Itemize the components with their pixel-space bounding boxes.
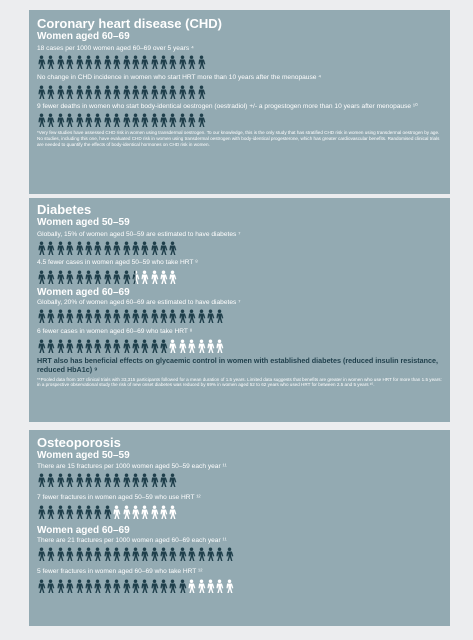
diabetes-glycaemic-control: HRT also has beneficial effects on glycaemic control in women with established diabetes (reduced insulin resistance, reduced HbA1c) ⁹: [37, 355, 439, 374]
person-icon: [140, 55, 149, 69]
osteo-figure-row-3: [37, 547, 442, 561]
person-icon: [56, 505, 65, 519]
person-icon: [56, 241, 65, 255]
person-icon: [150, 473, 159, 487]
person-icon: [65, 547, 74, 561]
chd-stat-fewer-deaths: 9 fewer deaths in women who start body-identical oestrogen (oestradiol) +/- a progestogen more than 10 years after menopause ¹⁰: [37, 102, 418, 110]
person-icon: [178, 85, 187, 99]
person-icon: [56, 270, 65, 284]
person-icon: [140, 505, 149, 519]
person-icon: [75, 113, 84, 127]
person-icon: [131, 55, 140, 69]
person-icon: [178, 579, 187, 593]
person-icon: [56, 85, 65, 99]
diabetes-stat-prevalence-50-59: Globally, 15% of women aged 50–59 are estimated to have diabetes ⁷: [37, 231, 241, 238]
person-icon: [112, 241, 121, 255]
person-icon: [112, 270, 121, 284]
person-icon: [150, 309, 159, 323]
person-icon: [122, 505, 131, 519]
osteo-stat-fewer-50-59: 7 fewer fractures in women aged 50–59 who use HRT ¹²: [37, 494, 201, 502]
person-icon: [75, 85, 84, 99]
person-icon: [103, 55, 112, 69]
person-icon: [46, 85, 55, 99]
person-icon: [140, 547, 149, 561]
person-icon: [178, 309, 187, 323]
osteo-title: Osteoporosis: [37, 435, 121, 450]
osteo-stat-fewer-60-69: 5 fewer fractures in women aged 60–69 who take HRT ¹²: [37, 568, 203, 576]
person-icon: [206, 339, 215, 353]
person-icon: [112, 113, 121, 127]
osteo-subtitle-60-69: Women aged 60–69: [37, 524, 130, 536]
person-icon: [215, 309, 224, 323]
person-icon: [93, 113, 102, 127]
person-icon: [75, 547, 84, 561]
diabetes-stat-prevalence-60-69: Globally, 20% of women aged 60–69 are estimated to have diabetes ⁷: [37, 298, 241, 306]
person-icon: [197, 309, 206, 323]
person-icon: [93, 505, 102, 519]
osteo-figure-row-4: [37, 579, 442, 593]
person-icon: [56, 55, 65, 69]
person-icon: [206, 579, 215, 593]
person-icon: [84, 113, 93, 127]
person-icon: [122, 473, 131, 487]
person-icon: [37, 547, 46, 561]
person-icon: [65, 473, 74, 487]
person-icon: [122, 55, 131, 69]
person-icon: [65, 339, 74, 353]
person-icon: [150, 579, 159, 593]
person-icon: [103, 547, 112, 561]
person-icon: [122, 270, 131, 284]
person-icon: [103, 339, 112, 353]
person-icon: [84, 505, 93, 519]
person-icon: [37, 85, 46, 99]
person-icon: [103, 270, 112, 284]
person-icon: [37, 473, 46, 487]
person-icon: [84, 309, 93, 323]
person-icon: [46, 241, 55, 255]
person-icon: [65, 579, 74, 593]
person-icon: [159, 473, 168, 487]
person-icon: [65, 55, 74, 69]
person-icon: [103, 309, 112, 323]
osteo-stat-fractures-60-69: There are 21 fractures per 1000 women aged 60–69 each year ¹¹: [37, 536, 227, 544]
person-icon: [56, 579, 65, 593]
person-icon: [84, 339, 93, 353]
person-icon: [215, 339, 224, 353]
person-icon: [197, 547, 206, 561]
person-icon: [112, 547, 121, 561]
person-icon: [150, 270, 159, 284]
person-icon: [37, 339, 46, 353]
chd-panel: [29, 10, 450, 194]
person-icon: [103, 85, 112, 99]
person-icon: [46, 339, 55, 353]
person-icon: [159, 85, 168, 99]
person-icon: [37, 241, 46, 255]
person-icon: [197, 85, 206, 99]
person-icon: [168, 579, 177, 593]
person-icon: [140, 339, 149, 353]
person-icon: [46, 270, 55, 284]
person-icon: [65, 85, 74, 99]
person-icon: [215, 579, 224, 593]
person-icon: [65, 505, 74, 519]
person-icon: [93, 309, 102, 323]
person-icon: [178, 55, 187, 69]
person-icon: [159, 241, 168, 255]
chd-footnote: *Very few studies have assessed CHD risk in women using transdermal oestrogen. To our knowledge, this is the only study that has stratified CHD risk in women using transdermal oestrogen by age. No studies, including this one, have evaluated CHD risk in women using transdermal oestrogen with body-identical progesterone, which has greater cardiovascular benefits. Randomised clinical trials are needed to quantify the effects of body-identical hormones on CHD risk in women.: [37, 130, 440, 147]
person-icon: [159, 309, 168, 323]
person-icon: [75, 241, 84, 255]
person-icon: [122, 339, 131, 353]
person-icon: [131, 270, 140, 284]
person-icon: [197, 55, 206, 69]
person-icon: [112, 505, 121, 519]
person-icon: [159, 579, 168, 593]
person-icon: [159, 270, 168, 284]
person-icon: [84, 270, 93, 284]
person-icon: [37, 270, 46, 284]
person-icon: [197, 579, 206, 593]
person-icon: [131, 85, 140, 99]
person-icon: [187, 85, 196, 99]
person-icon: [159, 113, 168, 127]
person-icon: [84, 473, 93, 487]
person-icon: [168, 113, 177, 127]
person-icon: [93, 85, 102, 99]
person-icon: [140, 473, 149, 487]
person-icon: [140, 309, 149, 323]
person-icon: [168, 505, 177, 519]
person-icon: [75, 55, 84, 69]
person-icon: [46, 505, 55, 519]
person-icon: [187, 113, 196, 127]
person-icon: [75, 270, 84, 284]
person-icon: [168, 339, 177, 353]
person-icon: [168, 55, 177, 69]
person-icon: [150, 241, 159, 255]
person-icon: [56, 113, 65, 127]
person-icon: [197, 339, 206, 353]
person-icon: [168, 473, 177, 487]
person-icon: [197, 113, 206, 127]
diabetes-title: Diabetes: [37, 202, 92, 217]
person-icon: [122, 113, 131, 127]
diabetes-figure-row-2: [37, 270, 442, 284]
person-icon: [150, 339, 159, 353]
person-icon: [140, 113, 149, 127]
person-icon: [140, 270, 149, 284]
person-icon: [187, 547, 196, 561]
person-icon: [65, 241, 74, 255]
person-icon: [75, 579, 84, 593]
osteo-stat-fractures-50-59: There are 15 fractures per 1000 women aged 50–59 each year ¹¹: [37, 463, 227, 470]
person-icon: [37, 113, 46, 127]
person-icon: [122, 309, 131, 323]
person-icon: [75, 505, 84, 519]
diabetes-figure-row-3: [37, 309, 442, 323]
diabetes-panel: [29, 198, 450, 422]
person-icon: [187, 309, 196, 323]
person-icon: [93, 270, 102, 284]
person-icon: [122, 547, 131, 561]
chd-figure-row-1: [37, 55, 442, 69]
person-icon: [122, 85, 131, 99]
person-icon: [168, 309, 177, 323]
person-icon: [93, 241, 102, 255]
person-icon: [150, 505, 159, 519]
person-icon: [131, 505, 140, 519]
person-icon: [65, 309, 74, 323]
person-icon: [56, 473, 65, 487]
person-icon: [112, 473, 121, 487]
diabetes-footnote: **Pooled data from 107 clinical trials with 33,315 participants followed for a mean duration of 1.5 years. Limited data suggests that benefits are greater in women who use HRT for more than 1.5 years: in a prospective observational study the risk of new onset diabetes was reduced by 69% in women aged 52 to 62 years who used HRT for between 2.5 and 5 years ¹⁰.: [37, 376, 442, 388]
person-icon: [75, 309, 84, 323]
chd-subtitle: Women aged 60–69: [37, 31, 130, 42]
person-icon: [46, 113, 55, 127]
person-icon: [225, 579, 234, 593]
diabetes-stat-fewer-60-69: 6 fewer cases in women aged 60–69 who take HRT ⁸: [37, 328, 193, 336]
osteoporosis-panel: [29, 430, 450, 626]
person-icon: [112, 339, 121, 353]
person-icon: [46, 579, 55, 593]
person-icon: [46, 547, 55, 561]
person-icon: [122, 579, 131, 593]
person-icon: [103, 473, 112, 487]
person-icon: [187, 339, 196, 353]
person-icon: [159, 55, 168, 69]
person-icon: [150, 113, 159, 127]
person-icon: [103, 505, 112, 519]
person-icon: [37, 505, 46, 519]
person-icon: [206, 547, 215, 561]
chd-figure-row-3: [37, 113, 442, 127]
person-icon: [112, 85, 121, 99]
person-icon: [56, 547, 65, 561]
diabetes-figure-row-4: [37, 339, 442, 353]
osteo-subtitle-50-59: Women aged 50–59: [37, 450, 130, 461]
person-icon: [150, 55, 159, 69]
person-icon: [65, 270, 74, 284]
diabetes-figure-row-1: [37, 241, 442, 255]
person-icon: [93, 547, 102, 561]
person-icon: [168, 547, 177, 561]
person-icon: [215, 547, 224, 561]
person-icon: [140, 579, 149, 593]
person-icon: [93, 473, 102, 487]
chd-stat-cases: 18 cases per 1000 women aged 60–69 over 5 years ⁴: [37, 45, 194, 52]
person-icon: [225, 547, 234, 561]
diabetes-stat-fewer-50-59: 4.5 fewer cases in women aged 50–59 who take HRT ⁸: [37, 259, 198, 267]
person-icon: [103, 579, 112, 593]
person-icon: [46, 309, 55, 323]
person-icon: [93, 579, 102, 593]
person-icon: [206, 309, 215, 323]
person-icon: [168, 241, 177, 255]
person-icon: [93, 339, 102, 353]
person-icon: [103, 113, 112, 127]
person-icon: [178, 339, 187, 353]
person-icon: [178, 113, 187, 127]
person-icon: [103, 241, 112, 255]
osteo-figure-row-1: [37, 473, 442, 487]
person-icon: [159, 339, 168, 353]
chd-title: Coronary heart disease (CHD): [37, 16, 222, 31]
osteo-figure-row-2: [37, 505, 442, 519]
person-icon: [56, 339, 65, 353]
diabetes-subtitle-60-69: Women aged 60–69: [37, 286, 130, 298]
chd-figure-row-2: [37, 85, 442, 99]
person-icon: [131, 547, 140, 561]
person-icon: [159, 547, 168, 561]
person-icon: [65, 113, 74, 127]
person-icon: [37, 579, 46, 593]
person-icon: [84, 547, 93, 561]
person-icon: [187, 55, 196, 69]
person-icon: [37, 309, 46, 323]
person-icon: [75, 339, 84, 353]
person-icon: [112, 55, 121, 69]
person-icon: [150, 85, 159, 99]
chd-stat-no-change: No change in CHD incidence in women who start HRT more than 10 years after the menopause ⁴: [37, 74, 322, 82]
person-icon: [93, 55, 102, 69]
person-icon: [84, 85, 93, 99]
person-icon: [131, 473, 140, 487]
person-icon: [178, 547, 187, 561]
person-icon: [131, 113, 140, 127]
person-icon: [84, 579, 93, 593]
person-icon: [159, 505, 168, 519]
person-icon: [150, 547, 159, 561]
person-icon: [112, 309, 121, 323]
person-icon: [168, 270, 177, 284]
person-icon: [37, 55, 46, 69]
person-icon: [140, 85, 149, 99]
person-icon: [75, 473, 84, 487]
person-icon: [131, 339, 140, 353]
diabetes-subtitle-50-59: Women aged 50–59: [37, 217, 130, 228]
person-icon: [131, 241, 140, 255]
person-icon: [84, 241, 93, 255]
person-icon: [187, 579, 196, 593]
person-icon: [131, 309, 140, 323]
person-icon: [140, 241, 149, 255]
person-icon: [168, 85, 177, 99]
person-icon: [56, 309, 65, 323]
person-icon: [112, 579, 121, 593]
person-icon: [131, 579, 140, 593]
person-icon: [46, 55, 55, 69]
person-icon: [84, 55, 93, 69]
person-icon: [122, 241, 131, 255]
person-icon: [46, 473, 55, 487]
